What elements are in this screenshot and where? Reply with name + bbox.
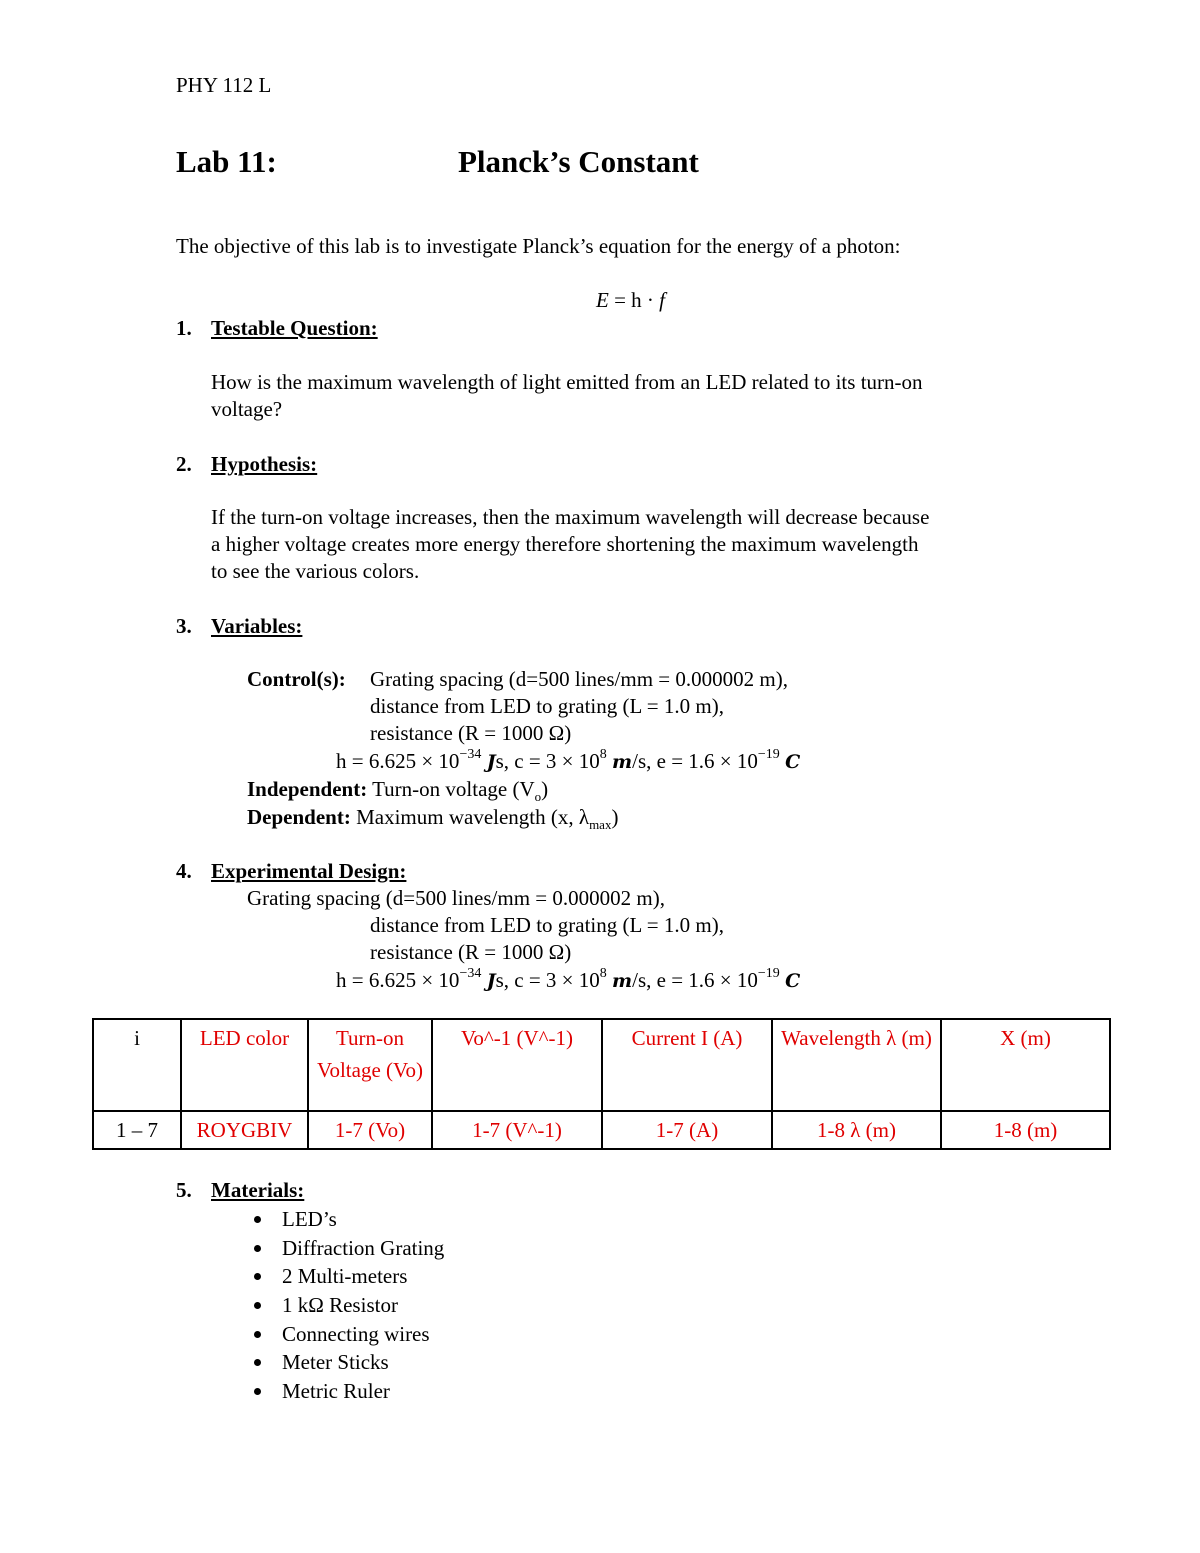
coulomb-unit: C [785, 970, 801, 992]
list-item: 2 Multi-meters [248, 1262, 444, 1291]
table-row [93, 1111, 1110, 1149]
electron-charge-exponent: −19 [757, 966, 780, 981]
materials-list [248, 1205, 444, 1406]
table-header-cell: Current I (A) [602, 1019, 772, 1111]
dependent-variable [247, 804, 618, 831]
table-cell: 1-8 (m) [941, 1111, 1110, 1149]
table-header-cell: Turn-on Voltage (Vo) [308, 1019, 432, 1111]
light-speed-text: s, c = 3 × 10 [495, 749, 600, 773]
light-speed-exponent: 8 [599, 966, 607, 981]
light-speed-text: s, c = 3 × 10 [495, 968, 600, 992]
section-2-heading: Hypothesis: [211, 452, 318, 476]
independent-subscript: o [534, 789, 542, 805]
hypothesis-line-2: a higher voltage creates more energy therefore shortening the maximum wavelength [211, 532, 919, 556]
electron-charge-text: /s, e = 1.6 × 10 [632, 749, 758, 773]
question-line-1: How is the maximum wavelength of light emitted from an LED related to its turn-on [211, 370, 923, 394]
planck-constant-text: h = 6.625 × 10 [336, 749, 460, 773]
design-line-2: distance from LED to grating (L = 1.0 m), [370, 913, 724, 937]
control-line-2: distance from LED to grating (L = 1.0 m), [370, 694, 724, 718]
section-1-number: 1. [176, 316, 192, 340]
coulomb-unit: C [785, 751, 801, 773]
dependent-close: ) [611, 805, 619, 829]
table-cell: 1-7 (V^-1) [432, 1111, 602, 1149]
course-code: PHY 112 L [176, 73, 272, 97]
objective-text: The objective of this lab is to investigate Planck’s equation for the energy of a photon: [176, 234, 901, 258]
dependent-label: Dependent: [247, 805, 351, 829]
section-5-number: 5. [176, 1178, 192, 1202]
list-item: LED’s [248, 1205, 444, 1234]
list-item: Diffraction Grating [248, 1234, 444, 1263]
hypothesis-line-3: to see the various colors. [211, 559, 420, 583]
table-cell: 1-7 (Vo) [308, 1111, 432, 1149]
table-header-cell: i [93, 1019, 181, 1111]
equation-energy: E [596, 288, 609, 312]
equation-h: h [631, 288, 642, 312]
list-item: Connecting wires [248, 1320, 444, 1349]
equation-equals: = [608, 288, 632, 312]
section-5-heading: Materials: [211, 1178, 305, 1202]
lab-title: Planck’s Constant [458, 144, 699, 179]
joule-unit: J [486, 751, 496, 773]
control-line-3: resistance (R = 1000 Ω) [370, 721, 572, 745]
control-line-1: Grating spacing (d=500 lines/mm = 0.000002 m), [370, 667, 788, 691]
design-line-1: Grating spacing (d=500 lines/mm = 0.000002 m), [247, 886, 665, 910]
data-table [92, 1018, 1111, 1150]
independent-variable [247, 776, 548, 803]
control-label: Control(s): [247, 667, 346, 691]
lab-number: Lab 11: [176, 144, 277, 179]
section-2-number: 2. [176, 452, 192, 476]
planck-constant-exponent: −34 [459, 966, 482, 981]
table-cell: 1-7 (A) [602, 1111, 772, 1149]
electron-charge-text: /s, e = 1.6 × 10 [632, 968, 758, 992]
table-header-cell: Wavelength λ (m) [772, 1019, 941, 1111]
list-item: Meter Sticks [248, 1348, 444, 1377]
equation-dot: · [641, 288, 660, 312]
list-item: 1 kΩ Resistor [248, 1291, 444, 1320]
constants-line [336, 748, 800, 776]
meter-unit: m [612, 751, 633, 773]
question-line-2: voltage? [211, 397, 283, 421]
table-header-cell: X (m) [941, 1019, 1110, 1111]
section-4-number: 4. [176, 859, 192, 883]
planck-constant-text: h = 6.625 × 10 [336, 968, 460, 992]
table-header-row [93, 1019, 1110, 1111]
section-4-heading: Experimental Design: [211, 859, 407, 883]
planck-constant-exponent: −34 [459, 747, 482, 762]
table-header-cell: LED color [181, 1019, 308, 1111]
section-1-heading: Testable Question: [211, 316, 378, 340]
section-3-heading: Variables: [211, 614, 303, 638]
dependent-text: Maximum wavelength (x, λ [350, 805, 590, 829]
independent-text: Turn-on voltage (V [367, 777, 535, 801]
design-constants-line [336, 967, 800, 995]
light-speed-exponent: 8 [599, 747, 607, 762]
planck-equation [596, 287, 665, 314]
table-cell: ROYGBIV [181, 1111, 308, 1149]
equation-frequency: f [659, 288, 666, 312]
independent-label: Independent: [247, 777, 368, 801]
hypothesis-line-1: If the turn-on voltage increases, then the maximum wavelength will decrease because [211, 505, 930, 529]
dependent-subscript: max [589, 817, 612, 833]
design-line-3: resistance (R = 1000 Ω) [370, 940, 572, 964]
independent-close: ) [541, 777, 549, 801]
electron-charge-exponent: −19 [757, 747, 780, 762]
list-item: Metric Ruler [248, 1377, 444, 1406]
table-header-cell: Vo^-1 (V^-1) [432, 1019, 602, 1111]
section-3-number: 3. [176, 614, 192, 638]
table-cell: 1 – 7 [93, 1111, 181, 1149]
table-cell: 1-8 λ (m) [772, 1111, 941, 1149]
joule-unit: J [486, 970, 496, 992]
meter-unit: m [612, 970, 633, 992]
